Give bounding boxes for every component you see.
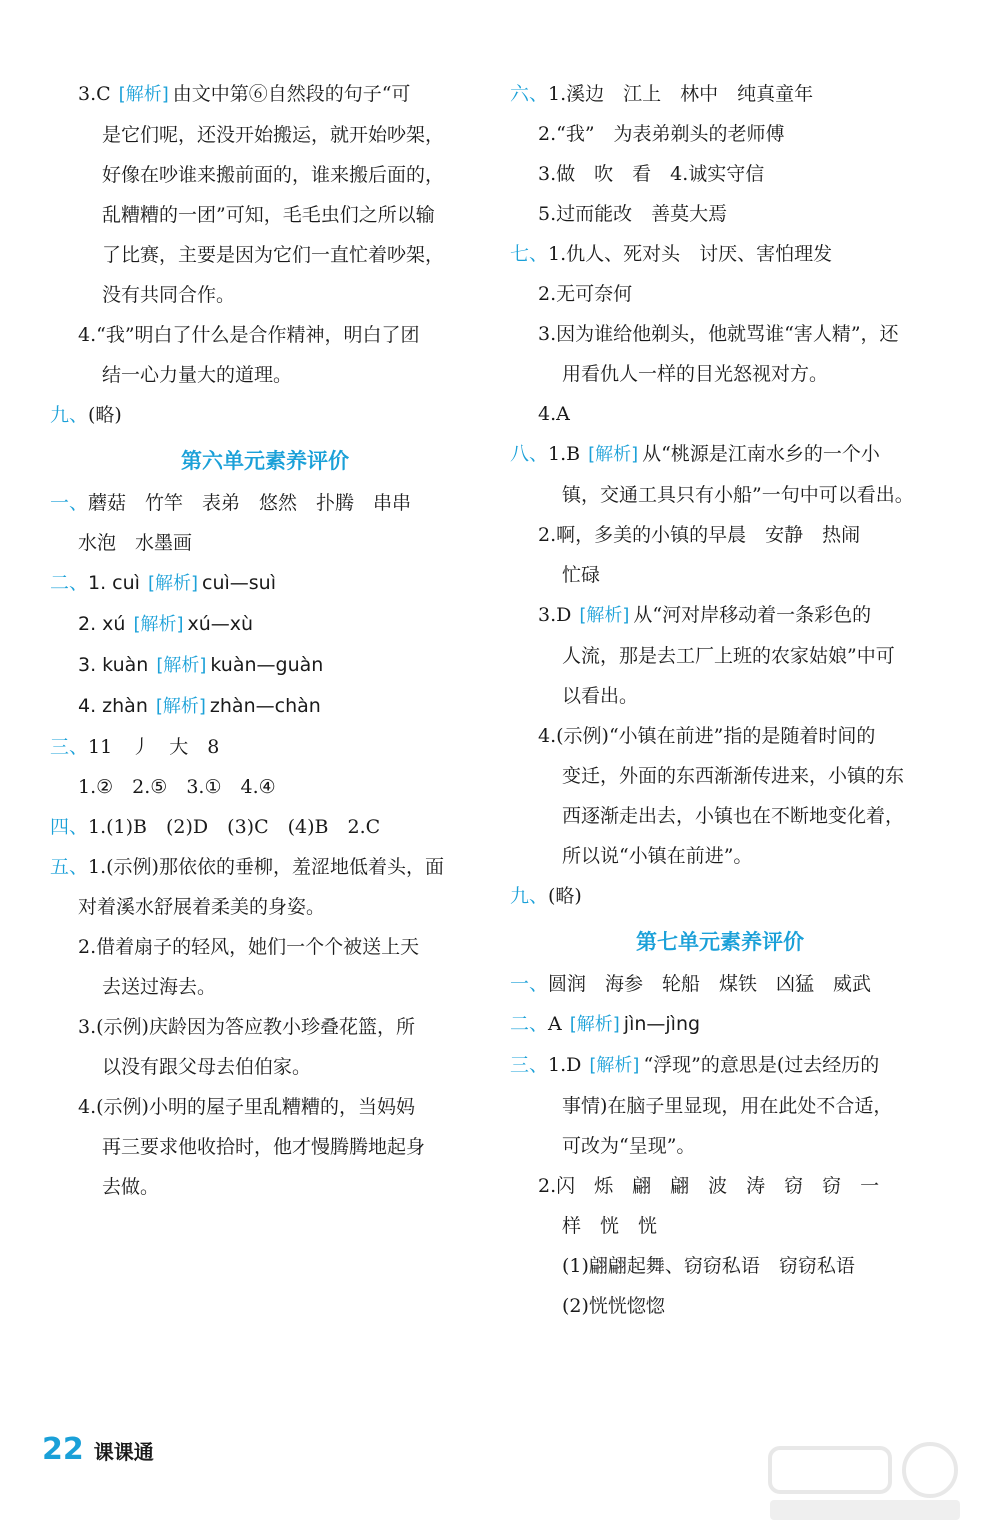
analysis-text: jìn—jìng — [623, 1013, 701, 1035]
answer-text: 1.② 2.⑤ 3.① 4.④ — [78, 776, 276, 798]
answer-line — [510, 1045, 930, 1086]
answer-line — [50, 604, 480, 645]
answer-line — [50, 686, 480, 727]
answer-line — [510, 1166, 930, 1206]
answer-text: 去送过海去。 — [102, 976, 217, 998]
analysis-text: 从“河对岸移动着一条彩色的 — [633, 604, 872, 626]
answer-line — [510, 676, 930, 716]
answer-line — [50, 395, 480, 435]
page-number: 22 — [42, 1432, 84, 1467]
answer-text: 圆润 海参 轮船 煤铁 凶猛 威武 — [548, 973, 872, 995]
answer-line — [510, 1004, 930, 1045]
question-number: 一、 — [510, 973, 549, 995]
answer-text: 样 恍 恍 — [562, 1215, 658, 1237]
answer-text: 3. kuàn — [78, 654, 149, 676]
question-number: 七、 — [510, 243, 549, 265]
answer-line — [50, 727, 480, 767]
answer-text: 2. xú — [78, 613, 126, 635]
analysis-text: xú—xù — [187, 613, 254, 635]
question-number: 六、 — [510, 83, 549, 105]
analysis-text: “浮现”的意思是(过去经历的 — [643, 1054, 880, 1076]
answer-line — [510, 74, 930, 114]
answer-text: 去做。 — [102, 1176, 160, 1198]
answer-line — [50, 523, 480, 563]
question-number: 一、 — [50, 492, 89, 514]
left-column — [50, 74, 480, 1207]
answer-text: 蘑菇 竹竿 表弟 悠然 扑腾 串串 — [88, 492, 412, 514]
analysis-label: [解析] — [588, 444, 639, 465]
answer-text: 以看出。 — [562, 685, 639, 707]
answer-text: 2.借着扇子的轻风，她们一个个被送上天 — [78, 936, 420, 958]
answer-text: 11 丿 大 8 — [88, 736, 220, 758]
answer-line — [50, 927, 480, 967]
answer-line — [50, 355, 480, 395]
answer-text: 1.(示例)那依依的垂柳，羞涩地低着头，面 — [88, 856, 444, 878]
page-footer — [42, 1432, 154, 1467]
answer-text: 1.B — [548, 443, 581, 465]
answer-line — [50, 807, 480, 847]
answer-text: 没有共同合作。 — [102, 284, 236, 306]
answer-line — [510, 595, 930, 636]
analysis-label: [解析] — [589, 1055, 640, 1076]
right-column — [510, 74, 930, 1326]
answer-line — [510, 1126, 930, 1166]
answer-text: 结一心力量大的道理。 — [102, 364, 293, 386]
answer-text: 4.(示例)小明的屋子里乱糟糟的，当妈妈 — [78, 1096, 415, 1118]
answer-line — [510, 796, 930, 836]
answer-line — [50, 74, 480, 115]
analysis-label: [解析] — [133, 614, 184, 635]
answer-text: 3.因为谁给他剃头，他就骂谁“害人精”，还 — [538, 323, 899, 345]
answer-text: 3.(示例)庆龄因为答应教小珍叠花篮，所 — [78, 1016, 415, 1038]
answer-line — [50, 1047, 480, 1087]
answer-line — [50, 1167, 480, 1207]
answer-line — [510, 1086, 930, 1126]
answer-text: 可改为“呈现”。 — [562, 1135, 696, 1157]
answer-text: 5.过而能改 善莫大焉 — [538, 203, 728, 225]
answer-text: 1.仇人、死对头 讨厌、害怕理发 — [548, 243, 833, 265]
question-number: 四、 — [50, 816, 89, 838]
answer-line — [50, 235, 480, 275]
answer-line — [510, 194, 930, 234]
question-number: 二、 — [50, 572, 89, 594]
answer-text: 4.“我”明白了什么是合作精神，明白了团 — [78, 324, 420, 346]
section-title: 第七单元素养评价 — [636, 930, 804, 954]
answer-line — [50, 967, 480, 1007]
answer-text: 用看仇人一样的目光怒视对方。 — [562, 363, 829, 385]
answer-text: 再三要求他收拾时，他才慢腾腾地起身 — [102, 1136, 426, 1158]
analysis-text: 由文中第⑥自然段的句子“可 — [172, 83, 411, 105]
answer-line — [510, 756, 930, 796]
answer-text: 2.无可奈何 — [538, 283, 633, 305]
analysis-label: [解析] — [118, 84, 169, 105]
answer-text: 好像在吵谁来搬前面的，谁来搬后面的， — [102, 164, 445, 186]
answer-text: 1.溪边 江上 林中 纯真童年 — [548, 83, 814, 105]
answer-line — [50, 563, 480, 604]
answer-line — [510, 836, 930, 876]
answer-line — [50, 195, 480, 235]
answer-text: 4.(示例)“小镇在前进”指的是随着时间的 — [538, 725, 876, 747]
answer-text: 4. zhàn — [78, 695, 148, 717]
question-number: 三、 — [510, 1054, 549, 1076]
answer-line — [510, 716, 930, 756]
answer-text: 4.A — [538, 403, 570, 425]
answer-line — [50, 483, 480, 523]
answer-text: 以没有跟父母去伯伯家。 — [102, 1056, 312, 1078]
answer-line — [510, 1286, 930, 1326]
answer-line — [50, 1007, 480, 1047]
answer-text: 水泡 水墨画 — [78, 532, 193, 554]
answer-line — [510, 394, 930, 434]
answer-text: 西逐渐走出去，小镇也在不断地变化着， — [562, 805, 905, 827]
answer-text: 忙碌 — [562, 564, 601, 586]
answer-text: 所以说“小镇在前进”。 — [562, 845, 753, 867]
watermark-logo — [760, 1428, 970, 1528]
answer-text: 对着溪水舒展着柔美的身姿。 — [78, 896, 326, 918]
answer-text: 乱糟糟的一团”可知，毛毛虫们之所以输 — [102, 204, 435, 226]
answer-line — [50, 645, 480, 686]
answer-text: 1.D — [548, 1054, 582, 1076]
analysis-text: cuì—suì — [202, 572, 276, 594]
answer-line — [510, 274, 930, 314]
answer-line — [510, 154, 930, 194]
question-number: 三、 — [50, 736, 89, 758]
answer-line — [510, 434, 930, 475]
question-number: 八、 — [510, 443, 549, 465]
answer-text: (1)翩翩起舞、窃窃私语 窃窃私语 — [562, 1255, 855, 1277]
answer-line — [50, 315, 480, 355]
answer-text: 变迁，外面的东西渐渐传进来，小镇的东 — [562, 765, 905, 787]
answer-line — [510, 314, 930, 354]
analysis-text: 从“桃源是江南水乡的一个小 — [642, 443, 880, 465]
analysis-label: [解析] — [147, 573, 198, 594]
answer-text: 1. cuì — [88, 572, 140, 594]
answer-line — [50, 847, 480, 887]
answer-text: 2.闪 烁 翩 翩 波 涛 窃 窃 一 — [538, 1175, 880, 1197]
answer-line — [510, 515, 930, 555]
answer-line — [510, 555, 930, 595]
answer-line — [50, 767, 480, 807]
answer-text: 了比赛，主要是因为它们一直忙着吵架， — [102, 244, 445, 266]
analysis-text: zhàn—chàn — [209, 695, 321, 717]
brand-name: 课课通 — [93, 1440, 154, 1464]
question-number: 九、 — [50, 404, 89, 426]
answer-text: (略) — [548, 885, 582, 907]
answer-line — [510, 964, 930, 1004]
analysis-label: [解析] — [569, 1014, 620, 1035]
answer-text: 2.啊，多美的小镇的早晨 安静 热闹 — [538, 524, 861, 546]
answer-line — [50, 887, 480, 927]
analysis-text: kuàn—guàn — [210, 654, 324, 676]
answer-text: (略) — [88, 404, 122, 426]
answer-line — [510, 475, 930, 515]
analysis-label: [解析] — [156, 655, 207, 676]
answer-line — [510, 1246, 930, 1286]
answer-line — [50, 275, 480, 315]
answer-text: 2.“我” 为表弟剃头的老师傅 — [538, 123, 785, 145]
question-number: 五、 — [50, 856, 89, 878]
answer-line — [50, 1127, 480, 1167]
answer-text: A — [548, 1013, 562, 1035]
answer-text: 事情)在脑子里显现，用在此处不合适， — [562, 1095, 893, 1117]
analysis-label: [解析] — [579, 605, 630, 626]
answer-text: 人流，那是去工厂上班的农家姑娘”中可 — [562, 645, 895, 667]
question-number: 二、 — [510, 1013, 549, 1035]
answer-line — [510, 876, 930, 916]
question-number: 九、 — [510, 885, 549, 907]
answer-text: 镇，交通工具只有小船”一句中可以看出。 — [562, 484, 914, 506]
answer-text: 1.(1)B (2)D (3)C (4)B 2.C — [88, 816, 381, 838]
answer-line — [50, 1087, 480, 1127]
answer-text: 是它们呢，还没开始搬运，就开始吵架， — [102, 124, 445, 146]
answer-line — [510, 114, 930, 154]
answer-text: 3.D — [538, 604, 572, 626]
answer-text: 3.C — [78, 83, 111, 105]
answer-text: 3.做 吹 看 4.诚实守信 — [538, 163, 765, 185]
answer-line — [50, 115, 480, 155]
answer-line — [50, 155, 480, 195]
answer-line — [510, 354, 930, 394]
analysis-label: [解析] — [155, 696, 206, 717]
answer-line — [510, 234, 930, 274]
answer-line — [510, 1206, 930, 1246]
answer-line — [510, 636, 930, 676]
answer-text: (2)恍恍惚惚 — [562, 1295, 665, 1317]
section-title: 第六单元素养评价 — [181, 449, 349, 473]
